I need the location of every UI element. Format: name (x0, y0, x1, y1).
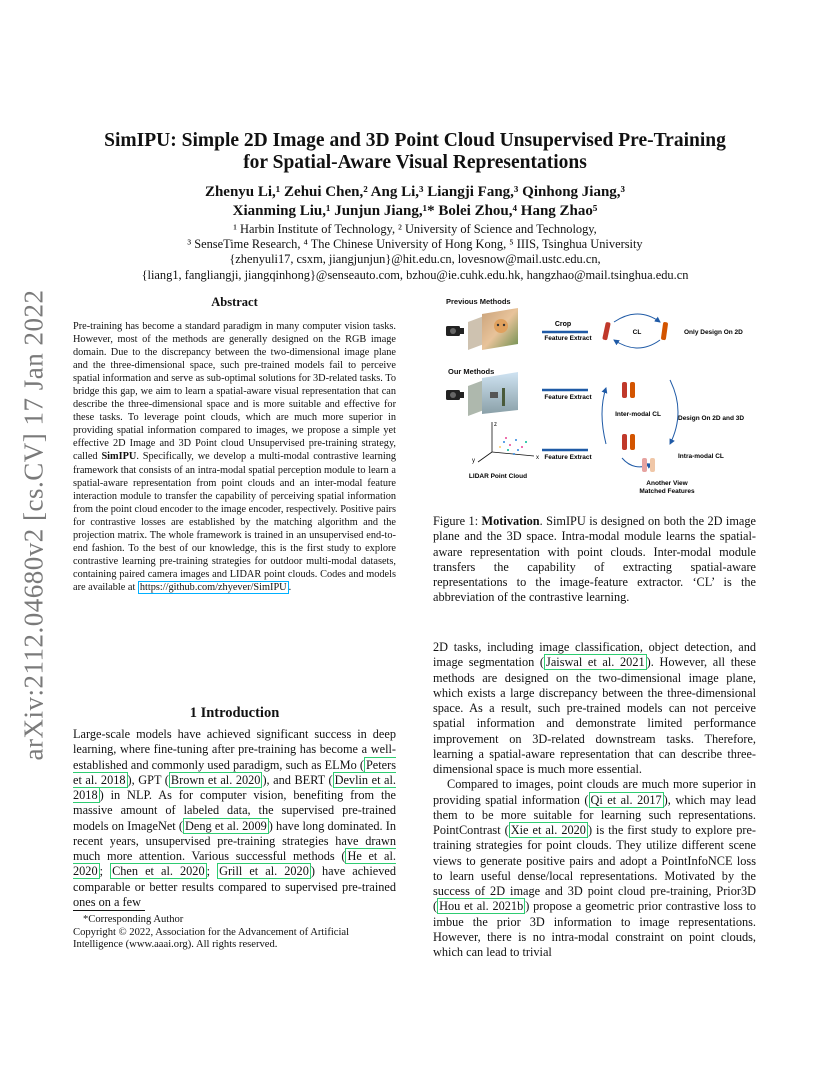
citation-link[interactable]: Grill et al. 2020 (219, 864, 309, 879)
citation-link[interactable]: Chen et al. 2020 (112, 864, 205, 879)
abstract-body (73, 320, 396, 594)
intro-text: ) in NLP. As for computer vision, benefiting from the massive amount of labeled data, the supervised pre-trained models on ImageNet ( (73, 788, 396, 833)
paper-title (80, 130, 750, 174)
street-image (468, 372, 518, 416)
authors-line-1: Zhenyu Li,¹ Zehui Chen,² Ang Li,³ Liangji Fang,³ Qinhong Jiang,³ (204, 184, 626, 200)
affiliation-line-1: ¹ Harbin Institute of Technology, ² University of Science and Technology, (233, 222, 597, 236)
feature-bar-red (622, 434, 627, 450)
affiliation-line-4: {liang1, fangliangji, jiangqinhong}@senseauto.com, bzhou@ie.cuhk.edu.hk, hangzhao@mail.tsinghua.edu.cn (141, 267, 689, 282)
citation-link[interactable]: Jaiswal et al. 2021 (546, 655, 645, 670)
feature-bar-orange (630, 434, 635, 450)
figure-1-diagram (438, 292, 758, 502)
author-list (80, 183, 750, 221)
intro-text: ), GPT ( (127, 772, 169, 787)
caption-bold: Motivation (481, 514, 540, 528)
inter-modal-arc-left (602, 388, 606, 444)
figure-1-svg (438, 292, 758, 502)
section-heading-introduction: 1 Introduction (189, 705, 280, 721)
citation-link[interactable]: Devlin et al. 2018 (73, 772, 396, 802)
feature-bar-faded-orange (650, 458, 655, 472)
affiliation-line-3: {zhenyuli17, csxm, jiangjunjun}@hit.edu.cn, lovesnow@mail.ustc.edu.cn, (229, 252, 601, 267)
body-text: ) is the first study to explore pre-training strategies for point clouds. They utilize different scene views to generate positive pairs and adopt a PointInfoNCE loss to learn useful dense/local representations. Motivated by the success of 2D image and 3D point cloud pre-training, Prior3D ( (433, 823, 757, 914)
label-design-2d-3d: Design On 2D and 3D (678, 415, 745, 422)
intro-text: ) have achieved comparable or better results compared to supervised pre-trained ones on a few (73, 864, 396, 909)
citation-link[interactable]: Xie et al. 2020 (510, 823, 586, 837)
label-only-design-2d: Only Design On 2D (684, 329, 743, 336)
intra-modal-arc (622, 458, 652, 467)
label-another-view: Another View (646, 480, 688, 487)
abstract-text-b: . Specifically, we develop a multi-modal contrastive learning framework that consists of an intra-modal spatial perception module to learn a spatial-aware representation from point clouds and an inter-modal feature interaction module to transfer the capability of perceiving spatial information from the point cloud encoder to the image encoder, respectively. Positive pairs for contrastive losses are established by the matching algorithm and the projection matrix. The whole framework is trained in an unsupervised end-to-end fashion. To the best of our knowledge, this is the first study to explore contrastive learning pre-training strategies for outdoor multi-modal datasets, containing paired camera images and LIDAR point clouds. Codes and models are available at (73, 451, 397, 593)
citation-link[interactable]: Hou et al. 2021b (439, 899, 524, 914)
intro-text: ) have long dominated. In recent years, unsupervised pre-training strategies have drawn much more attention. Various successful methods ( (73, 818, 396, 863)
axis-z-label: z (494, 422, 497, 428)
arxiv-identifier-text: arXiv:2112.04680v2 [cs.CV] 17 Jan 2022 (18, 289, 49, 761)
label-feature-extract-image: Feature Extract (544, 394, 592, 401)
point-cloud (499, 437, 527, 455)
feature-bar-orange (630, 382, 635, 398)
label-feature-extract-previous: Feature Extract (544, 335, 592, 342)
camera-icon (446, 326, 464, 336)
label-feature-extract-lidar: Feature Extract (544, 454, 592, 461)
footnote (73, 914, 396, 952)
axis-y-label: y (472, 458, 475, 464)
axis-x-label: x (536, 455, 539, 461)
introduction-body (73, 727, 396, 910)
feature-bar-red (622, 382, 627, 398)
title-line-2: for Spatial-Aware Visual Representations (243, 152, 587, 173)
copyright-note: Copyright © 2022, Association for the Advancement of Artificial Intelligence (www.aaai.org). All rights reserved. (73, 926, 350, 951)
label-lidar: LIDAR Point Cloud (468, 473, 528, 480)
cl-arc-bottom (614, 340, 660, 348)
body-text: Compared to images, point clouds are much more superior in providing spatial information ( (433, 777, 756, 807)
label-our-methods: Our Methods (448, 367, 495, 376)
body-text: 2D tasks, including image classification, object detection, and image segmentation ( (433, 640, 756, 670)
feature-bar-orange (661, 322, 668, 341)
label-matched-features: Matched Features (639, 488, 695, 495)
cat-image (468, 308, 518, 350)
abstract-text-c: . (288, 581, 292, 593)
camera-icon (446, 390, 464, 400)
body-text: ). However, all these methods are designed on the two-dimensional image plane, which exists a large discrepancy between the three-dimensional space. As a result, such pre-trained models can not perceive spatial information and demonstrate limited performance improvement on 3D-related downstream tasks. Therefore, learning a spatial-aware representation that can describe three-dimensional space is much more essential. (433, 655, 756, 776)
corresponding-author-note: *Corresponding Author (83, 914, 184, 925)
feature-bar-red (602, 322, 611, 341)
feature-bar-faded-red (642, 458, 647, 472)
right-column-body (433, 640, 756, 960)
abstract-heading: Abstract (211, 295, 258, 309)
citation-link[interactable]: He et al. 2020 (73, 849, 396, 879)
label-previous-methods: Previous Methods (446, 297, 511, 306)
arxiv-identifier (14, 290, 54, 760)
label-inter-modal-cl: Inter-modal CL (615, 411, 661, 418)
title-line-1: SimIPU: Simple 2D Image and 3D Point Cloud Unsupervised Pre-Training (104, 130, 726, 151)
body-text: ), which may lead them to be more suitable for learning such representations. PointContrast ( (433, 792, 756, 837)
affiliations (80, 222, 750, 283)
intro-text: ; (206, 864, 218, 879)
label-crop: Crop (554, 321, 572, 328)
citation-link[interactable]: Deng et al. 2009 (185, 818, 267, 833)
footnote-rule (73, 910, 145, 911)
caption-text: . SimIPU is designed on both the 2D image plane and the 3D space. Intra-modal module learns the spatial-aware representation with point clouds. Inter-modal module transfers the capability of extracting spatial-aware representations to the image-feature extractor. ‘CL’ is the abbreviation of the contrastive learning. (433, 514, 756, 605)
code-link[interactable]: https://github.com/zhyever/SimIPU (139, 581, 287, 593)
authors-line-2: Xianming Liu,¹ Junjun Jiang,¹* Bolei Zhou,⁴ Hang Zhao⁵ (232, 203, 598, 219)
label-cl: CL (632, 329, 642, 336)
inter-modal-arc-right (670, 380, 678, 444)
paragraph (433, 640, 756, 777)
method-name: SimIPU (101, 451, 137, 463)
abstract-text-a: Pre-training has become a standard paradigm in many computer vision tasks. However, most of the methods are generally designed on the RGB image domain. Due to the discrepancy between the two-dimensional image plane and the three-dimensional space, such pre-trained models fail to perceive spatial information and serve as sub-optimal solutions for 3D-related tasks. To bridge this gap, we aim to learn a spatial-aware visual representation that can describe the three-dimensional space and is more suitable and effective for these tasks. To leverage point clouds, which are much more superior in providing spatial information compared to images, we propose a simple yet effective 2D Image and 3D Point cloud Unsupervised pre-training strategy, called (73, 321, 396, 463)
intro-text: ), and BERT ( (262, 772, 333, 787)
label-intra-modal-cl: Intra-modal CL (678, 453, 724, 460)
cl-arc-top (614, 314, 660, 322)
citation-link[interactable]: Peters et al. 2018 (73, 757, 396, 787)
affiliation-line-2: ³ SenseTime Research, ⁴ The Chinese University of Hong Kong, ⁵ IIIS, Tsinghua University (187, 237, 643, 252)
intro-text: Large-scale models have achieved significant success in deep learning, where fine-tuning after pre-training has become a well-established and commonly used paradigm, such as ELMo ( (73, 727, 396, 772)
citation-link[interactable]: Brown et al. 2020 (170, 772, 261, 787)
citation-link[interactable]: Qi et al. 2017 (590, 792, 662, 807)
intro-text: ; (99, 864, 111, 879)
figure-1-caption (433, 514, 756, 606)
paragraph (433, 777, 756, 960)
caption-label: Figure 1: (433, 514, 482, 528)
body-text: ) propose a geometric prior contrastive loss to imbue the prior 3D information to image representations. However, there is no intra-modal constraint on point clouds, which can lead to trivial (433, 899, 756, 959)
